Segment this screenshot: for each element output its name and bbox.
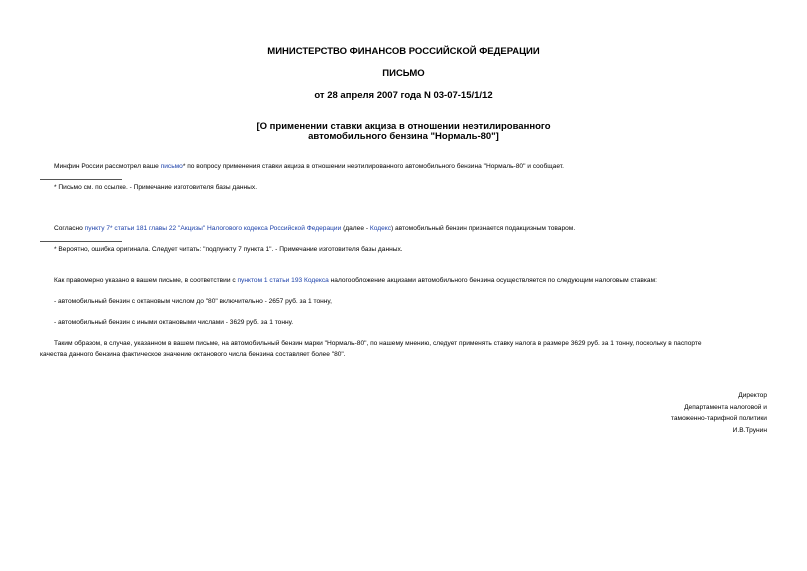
paragraph-3-post: налогообложение акцизами автомобильного бензина осуществляется по следующим налоговым ставкам: xyxy=(328,277,657,284)
paragraph-2-pre: Согласно xyxy=(54,225,85,232)
paragraph-2 xyxy=(54,224,575,233)
signature-position: Директор xyxy=(738,392,767,399)
document-date-number: от 28 апреля 2007 года N 03-07-15/1/12 xyxy=(314,90,493,101)
signature-name: И.В.Трунин xyxy=(732,426,767,434)
rate-item-2: - автомобильный бензин с иными октановыми числами - 3629 руб. за 1 тонну. xyxy=(54,319,294,326)
paragraph-1-post: * по вопросу применения ставки акциза в отношении неэтилированного автомобильного бензина "Нормаль-80" и сообщает. xyxy=(182,163,564,170)
footnote-1: * Письмо см. по ссылке. - Примечание изготовителя базы данных. xyxy=(54,184,258,191)
signature-department-2: таможенно-тарифной политики xyxy=(670,415,767,422)
document-type: ПИСЬМО xyxy=(382,68,425,79)
article-193-link[interactable]: пунктом 1 статьи 193 Кодекса xyxy=(237,277,329,284)
tax-code-article-link[interactable]: пункту 7* статьи 181 главы 22 "Акцизы" Налогового кодекса Российской Федерации xyxy=(84,225,342,232)
paragraph-2-post: ) автомобильный бензин признается подакцизным товаром. xyxy=(391,225,576,232)
signature-block xyxy=(671,390,767,436)
footnote-2: * Вероятно, ошибка оригинала. Следует читать: "подпункту 7 пункта 1". - Примечание изготовителя базы данных. xyxy=(54,246,403,253)
code-link[interactable]: Кодекс xyxy=(369,225,391,232)
document-title-line-1: [О применении ставки акциза в отношении неэтилированного xyxy=(256,121,551,132)
signature-department-1: Департамента налоговой и xyxy=(684,403,767,411)
rate-item-1: - автомобильный бензин с октановым числом до "80" включительно - 2657 руб. за 1 тонну, xyxy=(54,298,332,305)
paragraph-3-pre: Как правомерно указано в вашем письме, в соответствии с xyxy=(54,277,238,284)
paragraph-1 xyxy=(54,162,564,171)
paragraph-3 xyxy=(54,276,657,285)
document-title-line-2: автомобильного бензина "Нормаль-80"] xyxy=(308,131,499,142)
footnote-divider-1 xyxy=(40,179,122,180)
paragraph-1-pre: Минфин России рассмотрел ваше xyxy=(54,163,161,170)
letter-link[interactable]: письмо xyxy=(160,163,183,170)
footnote-divider-2 xyxy=(40,241,122,242)
paragraph-2-mid: (далее - xyxy=(341,225,370,232)
ministry-title: МИНИСТЕРСТВО ФИНАНСОВ РОССИЙСКОЙ ФЕДЕРАЦИИ xyxy=(267,46,540,57)
paragraph-4-line-1: Таким образом, в случае, указанном в вашем письме, на автомобильный бензин марки "Нормаль-80", по нашему мнению, следует применять ставку налога в размере 3629 руб. за 1 тонну, поскольку в паспорте xyxy=(54,340,702,347)
paragraph-4-line-2: качества данного бензина фактическое значение октанового числа бензина составляет более "80". xyxy=(40,351,346,358)
